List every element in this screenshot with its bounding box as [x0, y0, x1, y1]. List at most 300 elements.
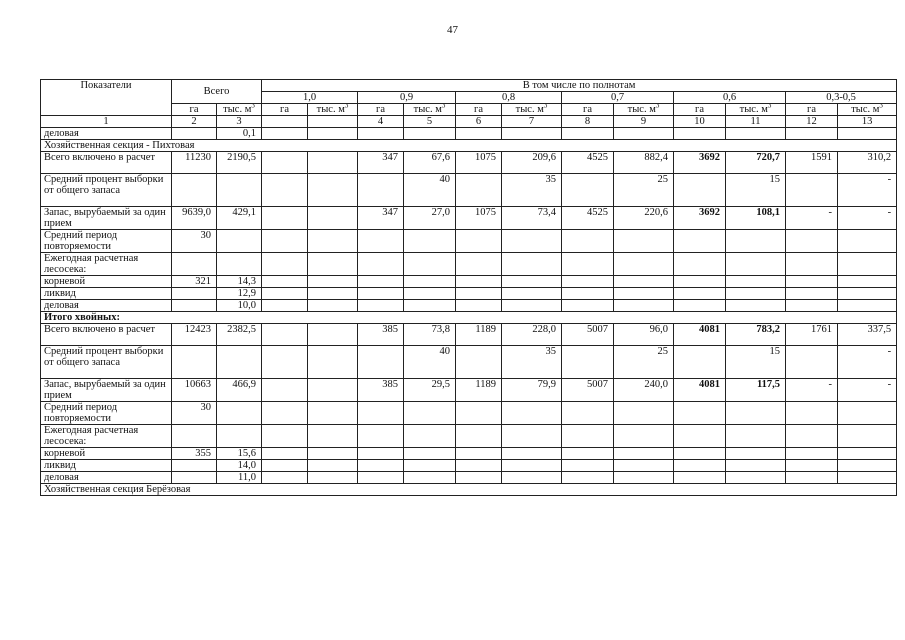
section-title: Хозяйственная секция - Пихтовая [41, 140, 897, 152]
column-number-cell: 7 [502, 116, 562, 128]
table-cell [502, 448, 562, 460]
unit-volume-cell: тыс. $м^3$ [502, 104, 562, 116]
table-cell: 79,9 [502, 379, 562, 402]
table-cell [502, 425, 562, 448]
table-cell [614, 128, 674, 140]
column-number-cell: 5 [404, 116, 456, 128]
table-row [41, 288, 897, 300]
table-cell [262, 402, 308, 425]
table-cell [358, 128, 404, 140]
table-cell: 73,4 [502, 207, 562, 230]
column-number-cell: 4 [358, 116, 404, 128]
header-indicators: Показатели [41, 80, 172, 116]
table-cell [404, 300, 456, 312]
table-cell [614, 253, 674, 276]
table-cell [172, 300, 217, 312]
table-cell [502, 472, 562, 484]
table-cell [404, 472, 456, 484]
table-cell [562, 253, 614, 276]
table-cell: 5007 [562, 324, 614, 346]
table-cell [262, 379, 308, 402]
section-title: Итого хвойных: [41, 312, 897, 324]
row-label: деловая [41, 300, 172, 312]
table-cell [502, 230, 562, 253]
table-cell [456, 472, 502, 484]
unit-volume-cell: тыс. $м^3$ [308, 104, 358, 116]
table-cell: 1189 [456, 324, 502, 346]
table-cell [217, 230, 262, 253]
table-cell [308, 425, 358, 448]
table-cell [502, 253, 562, 276]
header-density-5: 0,6 [674, 92, 786, 104]
header-density-6: 0,3-0,5 [786, 92, 897, 104]
table-cell [786, 253, 838, 276]
table-cell: 2190,5 [217, 152, 262, 174]
table-cell [502, 276, 562, 288]
table-cell [217, 402, 262, 425]
row-label: Запас, вырубаемый за один прием [41, 207, 172, 230]
table-cell [308, 207, 358, 230]
table-cell [358, 460, 404, 472]
table-cell [562, 288, 614, 300]
table-cell [614, 288, 674, 300]
table-cell [172, 346, 217, 379]
column-number-cell [262, 116, 308, 128]
table-cell [404, 425, 456, 448]
table-cell [786, 276, 838, 288]
table-cell [308, 402, 358, 425]
table-cell: 11,0 [217, 472, 262, 484]
table-cell: 10,0 [217, 300, 262, 312]
table-cell [614, 448, 674, 460]
table-cell [562, 128, 614, 140]
table-cell [726, 472, 786, 484]
table-cell [456, 460, 502, 472]
table-cell: 14,0 [217, 460, 262, 472]
table-cell [502, 460, 562, 472]
column-number-cell: 1 [41, 116, 172, 128]
table-cell [726, 300, 786, 312]
table-cell [262, 472, 308, 484]
row-label: корневой [41, 276, 172, 288]
table-cell [838, 288, 897, 300]
table-cell [614, 276, 674, 288]
table-row [41, 174, 897, 207]
table-cell [838, 230, 897, 253]
unit-volume-cell: тыс. $м^3$ [404, 104, 456, 116]
table-cell [674, 128, 726, 140]
table-cell [172, 425, 217, 448]
table-cell [308, 276, 358, 288]
header-total: Всего [172, 80, 262, 104]
table-cell [562, 300, 614, 312]
table-cell [358, 346, 404, 379]
table-cell [456, 128, 502, 140]
table-cell: 35 [502, 174, 562, 207]
row-label: Запас, вырубаемый за один прием [41, 379, 172, 402]
unit-ha-cell: га [562, 104, 614, 116]
table-cell: 25 [614, 174, 674, 207]
table-cell [172, 472, 217, 484]
table-cell [614, 472, 674, 484]
table-cell [262, 276, 308, 288]
table-cell [262, 128, 308, 140]
table-cell [262, 448, 308, 460]
column-number-cell: 8 [562, 116, 614, 128]
table-cell [404, 448, 456, 460]
section-row [41, 140, 897, 152]
header-density-1: 1,0 [262, 92, 358, 104]
table-cell: 1075 [456, 207, 502, 230]
table-cell [456, 402, 502, 425]
row-label: Ежегодная расчетная лесосека: [41, 253, 172, 276]
table-cell: 29,5 [404, 379, 456, 402]
table-cell [502, 402, 562, 425]
table-cell: 1591 [786, 152, 838, 174]
table-cell [614, 230, 674, 253]
table-cell [456, 174, 502, 207]
table-cell [502, 300, 562, 312]
table-cell [262, 300, 308, 312]
table-cell: 25 [614, 346, 674, 379]
table-cell [358, 174, 404, 207]
table-cell [262, 288, 308, 300]
table-cell: 15,6 [217, 448, 262, 460]
unit-ha-cell: га [262, 104, 308, 116]
table-cell [308, 128, 358, 140]
table-row [41, 346, 897, 379]
table-cell [502, 288, 562, 300]
table-cell [404, 402, 456, 425]
table-cell: 347 [358, 152, 404, 174]
header-density-4: 0,7 [562, 92, 674, 104]
table-cell: 1075 [456, 152, 502, 174]
table-cell: 4081 [674, 324, 726, 346]
table-cell [674, 253, 726, 276]
section-row [41, 312, 897, 324]
table-cell: - [786, 379, 838, 402]
header-density-2: 0,9 [358, 92, 456, 104]
unit-volume-cell: тыс. $м^3$ [726, 104, 786, 116]
table-cell [726, 460, 786, 472]
unit-ha-cell: га [786, 104, 838, 116]
table-cell [308, 379, 358, 402]
column-number-cell [308, 116, 358, 128]
table-cell [562, 346, 614, 379]
table-cell: 96,0 [614, 324, 674, 346]
row-label: Средний период повторяемости [41, 230, 172, 253]
table-cell: 429,1 [217, 207, 262, 230]
table-cell [614, 402, 674, 425]
table-cell: 10663 [172, 379, 217, 402]
table-cell [358, 402, 404, 425]
table-cell [674, 276, 726, 288]
column-numbers-row [41, 116, 897, 128]
column-number-cell: 10 [674, 116, 726, 128]
unit-volume-cell: тыс. $м^3$ [838, 104, 897, 116]
table-cell [358, 425, 404, 448]
table-cell: 0,1 [217, 128, 262, 140]
column-number-cell: 11 [726, 116, 786, 128]
table-row [41, 425, 897, 448]
table-cell: 15 [726, 174, 786, 207]
table-cell: 12423 [172, 324, 217, 346]
table-cell [786, 425, 838, 448]
row-label: Ежегодная расчетная лесосека: [41, 425, 172, 448]
header-by-density: В том числе по полнотам [262, 80, 897, 92]
table-row [41, 402, 897, 425]
table-cell [786, 346, 838, 379]
unit-ha-cell: га [674, 104, 726, 116]
table-cell [786, 460, 838, 472]
table-cell [726, 128, 786, 140]
unit-ha-cell: га [456, 104, 502, 116]
column-number-cell: 6 [456, 116, 502, 128]
table-cell [308, 253, 358, 276]
table-cell: 11230 [172, 152, 217, 174]
table-cell [786, 402, 838, 425]
table-cell [838, 128, 897, 140]
table-cell [358, 276, 404, 288]
table-cell [674, 425, 726, 448]
unit-volume-cell: тыс. $м^3$ [217, 104, 262, 116]
table-cell: 4081 [674, 379, 726, 402]
table-cell [308, 460, 358, 472]
table-cell: 40 [404, 346, 456, 379]
table-cell [674, 346, 726, 379]
table-cell [262, 253, 308, 276]
table-cell [786, 288, 838, 300]
table-cell [838, 253, 897, 276]
table-cell [562, 425, 614, 448]
table-cell: 30 [172, 402, 217, 425]
table-cell: 4525 [562, 207, 614, 230]
table-cell: 67,6 [404, 152, 456, 174]
unit-ha-cell: га [358, 104, 404, 116]
table-cell [404, 288, 456, 300]
table-cell: 1761 [786, 324, 838, 346]
table-cell [308, 288, 358, 300]
table-cell: 35 [502, 346, 562, 379]
table-cell: 385 [358, 379, 404, 402]
table-row [41, 230, 897, 253]
table-cell: 15 [726, 346, 786, 379]
table-cell [786, 448, 838, 460]
table-cell [456, 448, 502, 460]
table-cell [358, 448, 404, 460]
table-cell: 14,3 [217, 276, 262, 288]
table-row [41, 460, 897, 472]
table-cell: 355 [172, 448, 217, 460]
section-row [41, 484, 897, 496]
header-row-1 [41, 80, 897, 92]
table-cell: 12,9 [217, 288, 262, 300]
table-row [41, 472, 897, 484]
row-label: Средний процент выборки от общего запаса [41, 346, 172, 379]
table-cell: 73,8 [404, 324, 456, 346]
table-cell: 4525 [562, 152, 614, 174]
table-cell: - [838, 207, 897, 230]
table-cell: - [838, 174, 897, 207]
table-cell [674, 300, 726, 312]
table-cell: 27,0 [404, 207, 456, 230]
header-density-3: 0,8 [456, 92, 562, 104]
table-cell [726, 402, 786, 425]
table-cell [262, 152, 308, 174]
table-cell [562, 230, 614, 253]
row-label: корневой [41, 448, 172, 460]
table-cell: 3692 [674, 207, 726, 230]
table-cell [838, 472, 897, 484]
table-cell: 240,0 [614, 379, 674, 402]
table-cell [614, 460, 674, 472]
table-cell: 2382,5 [217, 324, 262, 346]
row-label: ликвид [41, 460, 172, 472]
table-cell [404, 253, 456, 276]
table-cell [217, 425, 262, 448]
table-cell [456, 253, 502, 276]
section-title: Хозяйственная секция Берёзовая [41, 484, 897, 496]
table-cell [838, 425, 897, 448]
table-cell [262, 207, 308, 230]
table-cell [262, 346, 308, 379]
column-number-cell: 3 [217, 116, 262, 128]
table-cell [838, 448, 897, 460]
table-cell [838, 300, 897, 312]
table-cell [172, 288, 217, 300]
row-label: Средний период повторяемости [41, 402, 172, 425]
table-cell [838, 276, 897, 288]
table-row [41, 253, 897, 276]
row-label: Всего включено в расчет [41, 324, 172, 346]
table-cell [404, 128, 456, 140]
forest-table [40, 79, 897, 496]
page-number: 47 [447, 24, 458, 36]
table-row [41, 324, 897, 346]
table-cell [838, 402, 897, 425]
table-cell [674, 402, 726, 425]
column-number-cell: 13 [838, 116, 897, 128]
table-cell [726, 253, 786, 276]
table-row [41, 152, 897, 174]
table-cell [217, 253, 262, 276]
table-cell [217, 174, 262, 207]
table-cell [562, 472, 614, 484]
table-cell: 209,6 [502, 152, 562, 174]
table-cell [308, 174, 358, 207]
table-cell: 310,2 [838, 152, 897, 174]
unit-ha-cell: га [172, 104, 217, 116]
row-label: ликвид [41, 288, 172, 300]
table-cell [562, 174, 614, 207]
table-cell [786, 230, 838, 253]
table-cell [172, 174, 217, 207]
table-row [41, 276, 897, 288]
table-cell [172, 460, 217, 472]
table-cell [358, 230, 404, 253]
table-cell [502, 128, 562, 140]
table-cell [614, 425, 674, 448]
table-cell [786, 128, 838, 140]
table-cell: 321 [172, 276, 217, 288]
table-cell [308, 324, 358, 346]
table-cell [404, 230, 456, 253]
table-cell [308, 300, 358, 312]
table-cell [404, 460, 456, 472]
table-cell [262, 230, 308, 253]
table-cell [262, 460, 308, 472]
table-cell: - [786, 207, 838, 230]
table-cell [308, 472, 358, 484]
table-cell [456, 288, 502, 300]
table-cell: 220,6 [614, 207, 674, 230]
table-row [41, 379, 897, 402]
table-cell [786, 174, 838, 207]
table-cell [358, 253, 404, 276]
row-label: деловая [41, 128, 172, 140]
table-cell [456, 346, 502, 379]
table-cell [456, 230, 502, 253]
table-cell: 40 [404, 174, 456, 207]
table-cell [674, 448, 726, 460]
table-cell [726, 425, 786, 448]
table-cell: 108,1 [726, 207, 786, 230]
table-cell: 466,9 [217, 379, 262, 402]
unit-volume-cell: тыс. $м^3$ [614, 104, 674, 116]
table-cell [308, 346, 358, 379]
table-cell: 347 [358, 207, 404, 230]
table-cell [456, 300, 502, 312]
table-cell [786, 472, 838, 484]
table-cell: 385 [358, 324, 404, 346]
row-label: Всего включено в расчет [41, 152, 172, 174]
table-cell [674, 174, 726, 207]
table-row [41, 207, 897, 230]
column-number-cell: 12 [786, 116, 838, 128]
table-row [41, 300, 897, 312]
table-cell [562, 276, 614, 288]
table-cell [674, 288, 726, 300]
column-number-cell: 9 [614, 116, 674, 128]
table-cell [726, 276, 786, 288]
table-cell [308, 448, 358, 460]
table-cell [308, 230, 358, 253]
table-cell [262, 324, 308, 346]
table-cell [562, 460, 614, 472]
table-cell: 720,7 [726, 152, 786, 174]
table-cell [726, 230, 786, 253]
table-cell [562, 448, 614, 460]
table-cell [358, 300, 404, 312]
table-cell [404, 276, 456, 288]
table-cell [838, 460, 897, 472]
table-cell [358, 472, 404, 484]
table-cell [674, 472, 726, 484]
table-cell: 5007 [562, 379, 614, 402]
table-cell: 9639,0 [172, 207, 217, 230]
table-cell [614, 300, 674, 312]
column-number-cell: 2 [172, 116, 217, 128]
table-cell: 1189 [456, 379, 502, 402]
table-cell: 882,4 [614, 152, 674, 174]
table-cell [172, 253, 217, 276]
table-cell [562, 402, 614, 425]
table-cell: 337,5 [838, 324, 897, 346]
row-label: деловая [41, 472, 172, 484]
table-cell [456, 276, 502, 288]
table-cell: 30 [172, 230, 217, 253]
table-cell [726, 288, 786, 300]
